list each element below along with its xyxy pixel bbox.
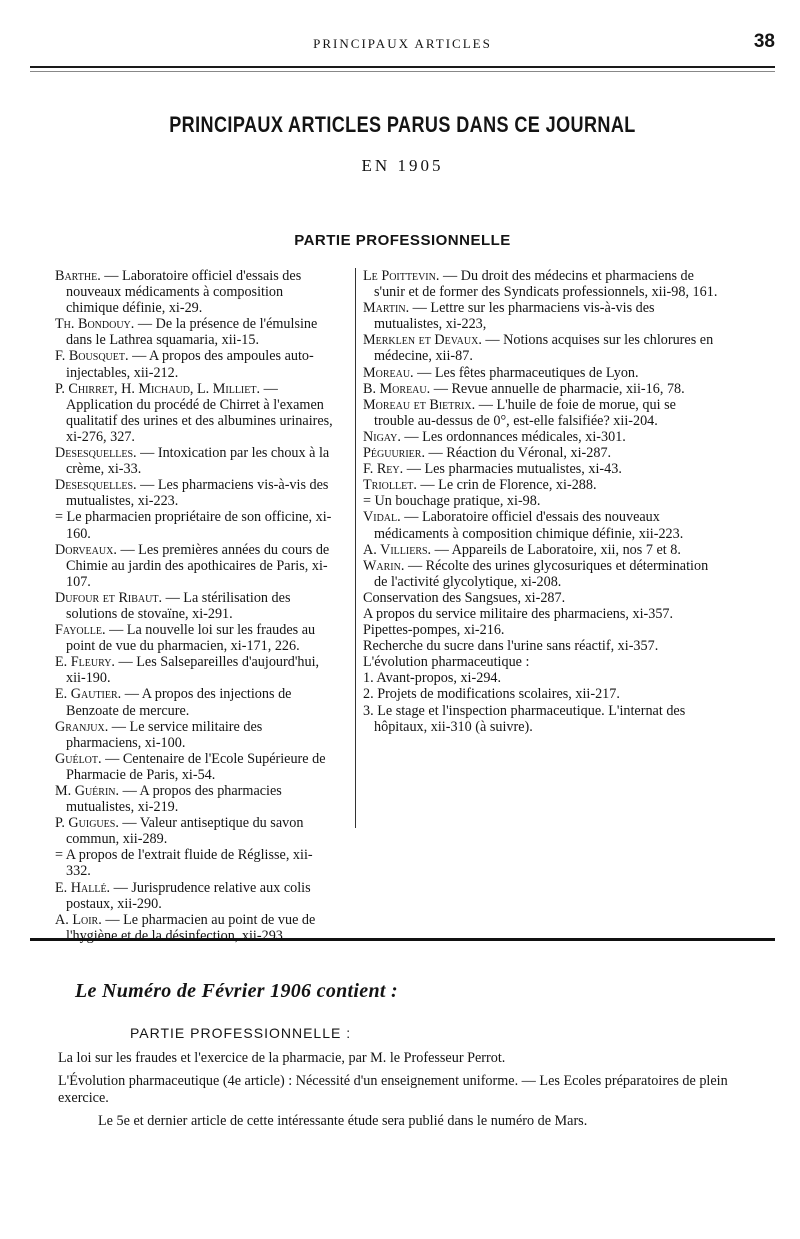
article-author: F. Rey.: [363, 461, 404, 478]
article-text: — Récolte des urines glycosuriques et détermination de l'activité glycolytique, xi-208.: [374, 557, 709, 590]
article-author: Th. Bondouy.: [55, 316, 135, 333]
article-entry: [363, 461, 718, 477]
february-subtitle: PARTIE PROFESSIONNELLE :: [130, 1025, 352, 1041]
article-text: — Laboratoire officiel d'essais des nouveaux médicaments à composition chimique définie, xi-29.: [66, 268, 302, 317]
february-paragraph-3: Le 5e et dernier article de cette intéressante étude sera publié dans le numéro de Mars.: [98, 1113, 588, 1129]
article-text: — Revue annuelle de pharmacie, xii-16, 78.: [433, 380, 685, 397]
article-entry: [363, 493, 718, 509]
article-author: Barthe.: [55, 268, 101, 284]
article-entry: [363, 300, 718, 332]
page-title: PRINCIPAUX ARTICLES PARUS DANS CE JOURNAL: [169, 112, 636, 137]
article-text: — Valeur antiseptique du savon commun, xii-289.: [66, 815, 304, 848]
article-author: Triollet.: [363, 477, 417, 494]
article-author: Merklen et Devaux.: [363, 332, 482, 349]
article-author: Vidal.: [363, 509, 401, 526]
article-text: 3. Le stage et l'inspection pharmaceutique. L'internat des hôpitaux, xii-310 (à suivre).: [363, 702, 686, 735]
article-text: — Les Salsepareilles d'aujourd'hui, xii-190.: [66, 654, 320, 687]
article-entry: [55, 445, 333, 477]
article-entry: [363, 670, 718, 686]
article-text: — A propos des pharmacies mutualistes, xi-219.: [66, 783, 282, 816]
article-text: — Lettre sur les pharmaciens vis-à-vis des mutualistes, xi-223,: [374, 300, 655, 333]
running-header: [30, 31, 775, 56]
article-text: — Les pharmaciens vis-à-vis des mutualistes, xi-223.: [66, 477, 329, 510]
article-author: B. Moreau.: [363, 380, 431, 397]
article-text: — Les ordonnances médicales, xi-301.: [404, 428, 626, 445]
article-entry: [55, 880, 333, 912]
article-author: Dufour et Ribaut.: [55, 589, 163, 606]
article-author: E. Fleury.: [55, 654, 115, 671]
article-author: Le Poittevin.: [363, 268, 440, 284]
article-author: Desesquelles.: [55, 445, 137, 462]
article-entry: [363, 542, 718, 558]
article-text: — Centenaire de l'Ecole Supérieure de Pharmacie de Paris, xi-54.: [66, 750, 326, 783]
article-text: — Les pharmacies mutualistes, xi-43.: [406, 461, 622, 478]
article-entry: [55, 815, 333, 847]
article-text: — Jurisprudence relative aux colis postaux, xii-290.: [66, 879, 311, 912]
article-author: Warin.: [363, 557, 405, 574]
article-text: Recherche du sucre dans l'urine sans réactif, xi-357.: [363, 638, 659, 655]
article-text: Pipettes-pompes, xi-216.: [363, 622, 505, 639]
article-author: Péguurier.: [363, 445, 425, 462]
article-text: — Notions acquises sur les chlorures en médecine, xii-87.: [374, 332, 714, 365]
article-text: = Le pharmacien propriétaire de son officine, xi-160.: [55, 509, 332, 542]
article-text: — La nouvelle loi sur les fraudes au point de vue du pharmacien, xi-171, 226.: [66, 622, 316, 655]
article-entry: [363, 365, 718, 381]
article-text: — Du droit des médecins et pharmaciens de s'unir et de former des Syndicats professionnels, xii-98, 161.: [374, 268, 718, 301]
year-heading: EN 1905: [361, 156, 444, 175]
article-entry: [55, 719, 333, 751]
article-author: Desesquelles.: [55, 477, 137, 494]
article-text: — Réaction du Véronal, xi-287.: [428, 445, 612, 462]
page-number: 38: [753, 31, 775, 52]
article-entry: [55, 654, 333, 686]
article-entry: [363, 332, 718, 364]
article-text: — L'huile de foie de morue, qui se trouble au-dessus de 0°, est-elle falsifiée? xii-204.: [374, 396, 676, 429]
article-author: Fayolle.: [55, 622, 106, 639]
article-entry: [363, 686, 718, 702]
article-author: Nigay.: [363, 428, 401, 445]
article-text: — De la présence de l'émulsine dans le Lathrea squamaria, xii-15.: [66, 316, 318, 349]
article-text: — Les fêtes pharmaceutiques de Lyon.: [417, 364, 639, 381]
february-paragraph-2: L'Évolution pharmaceutique (4e article) : Nécessité d'un enseignement uniforme. — Les Ecoles préparatoires de plein exercice.: [58, 1073, 728, 1106]
february-title: Le Numéro de Février 1906 contient :: [75, 980, 398, 1002]
article-entry: [363, 445, 718, 461]
article-entry: [363, 558, 718, 590]
article-text: — La stérilisation des solutions de stovaïne, xi-291.: [66, 589, 291, 622]
section-heading: PARTIE PROFESSIONNELLE: [294, 232, 511, 249]
article-entry: [363, 703, 718, 735]
article-author: E. Hallé.: [55, 879, 111, 896]
left-column: [55, 268, 333, 944]
article-entry: [55, 268, 333, 316]
top-rule-thin: [30, 71, 775, 72]
article-author: E. Gautier.: [55, 686, 122, 703]
february-paragraph-1: La loi sur les fraudes et l'exercice de la pharmacie, par M. le Professeur Perrot.: [58, 1050, 506, 1066]
article-entry: [55, 348, 333, 380]
article-author: P. Guigues.: [55, 815, 119, 832]
article-text: — A propos des ampoules auto-injectables, xii-212.: [66, 348, 314, 381]
article-author: Moreau.: [363, 364, 414, 381]
article-entry: [363, 590, 718, 606]
article-text: — Le crin de Florence, xi-288.: [420, 477, 597, 494]
article-text: 2. Projets de modifications scolaires, xii-217.: [363, 686, 620, 703]
article-text: — Appareils de Laboratoire, xii, nos 7 et 8.: [434, 541, 681, 558]
article-text: = A propos de l'extrait fluide de Réglisse, xii-332.: [55, 847, 313, 880]
article-text: 1. Avant-propos, xi-294.: [363, 670, 502, 687]
running-title: PRINCIPAUX ARTICLES: [313, 36, 492, 51]
article-entry: [363, 477, 718, 493]
article-entry: [55, 542, 333, 590]
article-entry: [55, 686, 333, 718]
article-text: — A propos des injections de Benzoate de mercure.: [66, 686, 292, 719]
article-author: F. Bousquet.: [55, 348, 129, 365]
article-text: A propos du service militaire des pharmaciens, xi-357.: [363, 605, 674, 622]
article-entry: [363, 397, 718, 429]
article-entry: [363, 429, 718, 445]
article-author: A. Villiers.: [363, 541, 432, 558]
article-author: Guélot.: [55, 750, 102, 767]
article-author: Martin.: [363, 300, 410, 317]
right-column: [355, 268, 718, 828]
article-text: — Laboratoire officiel d'essais des nouveaux médicaments à composition chimique définie, xii-223.: [374, 509, 684, 542]
article-entry: [55, 622, 333, 654]
article-entry: [55, 477, 333, 509]
article-author: P. Chirret, H. Michaud, L. Milliet.: [55, 380, 261, 397]
article-entry: [363, 622, 718, 638]
article-entry: [363, 638, 718, 654]
article-author: M. Guérin.: [55, 783, 120, 799]
article-entry: [55, 381, 333, 445]
section-divider: [30, 938, 775, 941]
article-author: Moreau et Bietrix.: [363, 396, 476, 413]
february-body: [58, 1050, 766, 1136]
article-entry: [55, 847, 333, 879]
article-author: A. Loir.: [55, 911, 102, 928]
article-text: — Les premières années du cours de Chimie au jardin des apothicaires de Paris, xi-107.: [66, 541, 330, 590]
article-text: L'évolution pharmaceutique :: [363, 654, 530, 671]
article-entry: [55, 751, 333, 783]
article-author: Granjux.: [55, 718, 109, 735]
article-text: — Le pharmacien au point de vue de l'hygiène et de la désinfection, xii-293.: [66, 911, 316, 944]
article-text: = Un bouchage pratique, xi-98.: [363, 493, 541, 510]
article-entry: [363, 606, 718, 622]
article-text: Conservation des Sangsues, xi-287.: [363, 589, 566, 606]
article-text: — Intoxication par les choux à la crème, xi-33.: [66, 445, 330, 478]
article-entry: [55, 509, 333, 541]
article-entry: [55, 783, 333, 815]
article-author: Dorveaux.: [55, 541, 117, 558]
article-text: — Le service militaire des pharmaciens, xi-100.: [66, 718, 263, 751]
article-entry: [363, 509, 718, 541]
article-entry: [55, 590, 333, 622]
article-entry: [363, 381, 718, 397]
article-text: — Application du procédé de Chirret à l'examen qualitatif des urines et des albumines urinaires, xi-276, 327.: [66, 380, 333, 445]
top-rule: [30, 66, 775, 68]
article-entry: [363, 654, 718, 670]
article-entry: [55, 316, 333, 348]
article-entry: [363, 268, 718, 300]
